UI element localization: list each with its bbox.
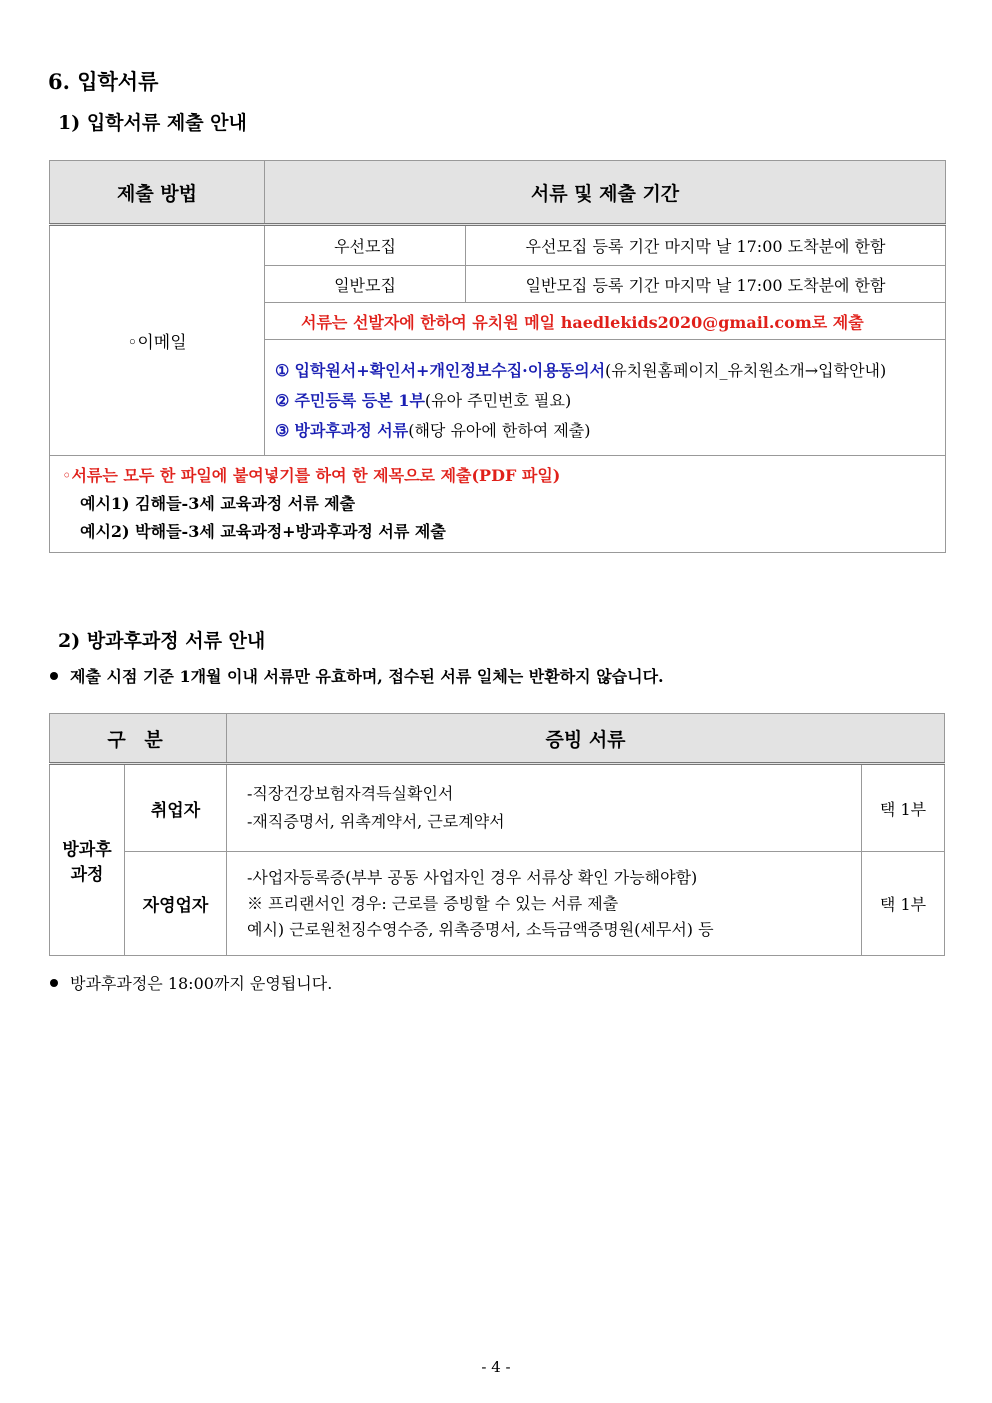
bullet-icon [50, 672, 58, 680]
afterschool-table [49, 713, 945, 956]
choice-employed: 택 1부 [862, 764, 945, 852]
selfemployed-docs: -사업자등록증(부부 공동 사업자인 경우 서류상 확인 가능해야함) ※ 프리랜서인 경우: 근로를 증빙할 수 있는 서류 제출 예시) 근로원천징수영수증, 위촉증명서, 소득금액증명원(세무서) 등 [227, 852, 862, 956]
subsection-title-2: 2) 방과후과정 서류 안내 [58, 630, 266, 652]
hours-notice: 방과후과정은 18:00까지 운영됩니다. [50, 971, 332, 994]
recruit-period: 일반모집 등록 기간 마지막 날 17:00 도착분에 한함 [466, 266, 946, 303]
type-selfemployed: 자영업자 [125, 852, 227, 956]
header-category: 구 분 [50, 714, 227, 764]
type-employed: 취업자 [125, 764, 227, 852]
bullet-icon [50, 979, 58, 987]
choice-selfemployed: 택 1부 [862, 852, 945, 956]
header-docs: 서류 및 제출 기간 [265, 161, 946, 225]
subsection-title-1: 1) 입학서류 제출 안내 [58, 112, 247, 134]
method-email: ◦이메일 [50, 225, 265, 456]
group-afterschool: 방과후 과정 [50, 764, 125, 956]
recruit-type: 우선모집 [265, 225, 466, 266]
doc-item: ② 주민등록 등본 1부(유아 주민번호 필요) [275, 390, 572, 410]
header-method: 제출 방법 [50, 161, 265, 225]
recruit-period: 우선모집 등록 기간 마지막 날 17:00 도착분에 한함 [466, 225, 946, 266]
doc-item: ③ 방과후과정 서류(해당 유아에 한하여 제출) [275, 420, 591, 440]
example-1: 예시1) 김해들-3세 교육과정 서류 제출 [80, 494, 356, 513]
validity-notice: 제출 시점 기준 1개월 이내 서류만 유효하며, 접수된 서류 일체는 반환하지 않습니다. [50, 664, 664, 687]
doc-list [265, 340, 946, 456]
page-number: - 4 - [481, 1358, 511, 1376]
recruit-type: 일반모집 [265, 266, 466, 303]
submission-table [49, 160, 946, 553]
email-note: 서류는 선발자에 한하여 유치원 메일 haedlekids2020@gmail.com로 제출 [265, 303, 946, 340]
section-title: 6. 입학서류 [48, 69, 159, 94]
file-note [50, 456, 946, 553]
employed-docs: -직장건강보험자격득실확인서 -재직증명서, 위촉계약서, 근로계약서 [227, 764, 862, 852]
file-note-text: ◦서류는 모두 한 파일에 붙여넣기를 하여 한 제목으로 제출(PDF 파일) [62, 466, 561, 485]
header-proof-docs: 증빙 서류 [227, 714, 945, 764]
example-2: 예시2) 박해들-3세 교육과정+방과후과정 서류 제출 [80, 522, 446, 541]
doc-item: ① 입학원서+확인서+개인정보수집·이용동의서(유치원홈페이지_유치원소개→입학안내) [275, 360, 887, 380]
